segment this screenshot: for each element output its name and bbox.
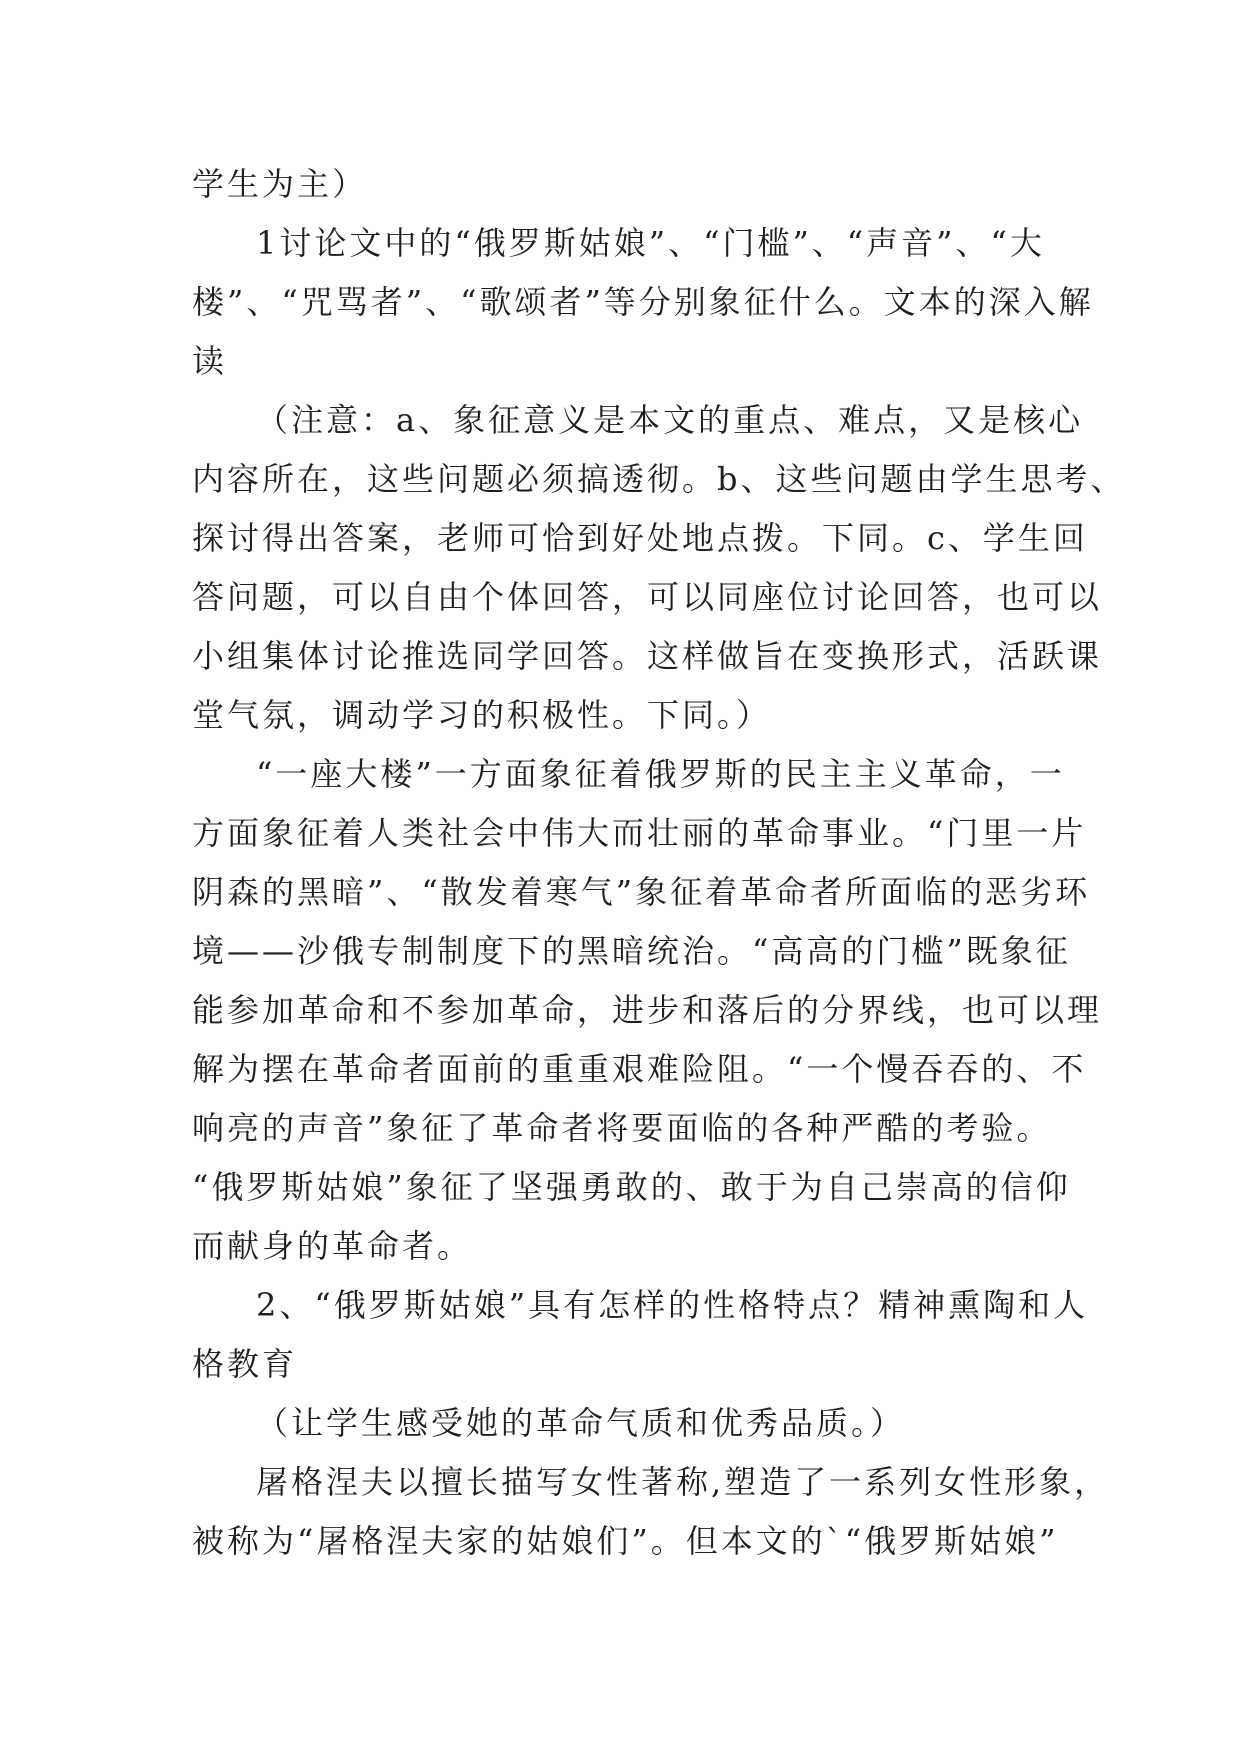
- text-line: 答问题，可以自由个体回答，可以同座位讨论回答，也可以: [192, 578, 1103, 616]
- text-line: 读: [192, 342, 228, 380]
- text-line: 学生为主）: [192, 165, 368, 203]
- text-line: 解为摆在革命者面前的重重艰难险阻。“一个慢吞吞的、不: [192, 1050, 1087, 1088]
- text-line: 小组集体讨论推选同学回答。这样做旨在变换形式，活跃课: [192, 637, 1103, 675]
- text-line: 而献身的革命者。: [192, 1227, 473, 1265]
- text-line: 格教育: [192, 1345, 298, 1383]
- text-line: 能参加革命和不参加革命，进步和落后的分界线，也可以理: [192, 991, 1103, 1029]
- text-line: 1讨论文中的“俄罗斯姑娘”、“门槛”、“声音”、“大: [256, 224, 1045, 262]
- text-line: 内容所在，这些问题必须搞透彻。b、这些问题由学生思考、: [192, 460, 1126, 498]
- text-line: “俄罗斯姑娘”象征了坚强勇敢的、敢于为自己崇高的信仰: [192, 1168, 1071, 1206]
- text-line: （让学生感受她的革命气质和优秀品质。）: [256, 1404, 906, 1442]
- text-line: 堂气氛，调动学习的积极性。下同。）: [192, 696, 772, 734]
- text-line: 探讨得出答案，老师可恰到好处地点拨。下同。c、学生回: [192, 519, 1088, 557]
- text-line: 境——沙俄专制制度下的黑暗统治。“高高的门槛”既象征: [192, 932, 1071, 970]
- text-line: 方面象征着人类社会中伟大而壮丽的革命事业。“门里一片: [192, 814, 1087, 852]
- text-line: 2、“俄罗斯姑娘”具有怎样的性格特点？精神熏陶和人: [256, 1286, 1089, 1324]
- text-line: 阴森的黑暗”、“散发着寒气”象征着革命者所面临的恶劣环: [192, 873, 1091, 911]
- text-line: 响亮的声音”象征了革命者将要面临的各种严酷的考验。: [192, 1109, 1052, 1147]
- text-line: 楼”、“咒骂者”、“歌颂者”等分别象征什么。文本的深入解: [192, 283, 1094, 321]
- text-line: （注意：a、象征意义是本文的重点、难点，又是核心: [256, 401, 1084, 439]
- text-line: 屠格涅夫以擅长描写女性著称,塑造了一系列女性形象，: [256, 1463, 1110, 1501]
- text-line: 被称为“屠格涅夫家的姑娘们”。但本文的`“俄罗斯姑娘”: [192, 1522, 1059, 1560]
- text-line: “一座大楼”一方面象征着俄罗斯的民主主义革命，一: [256, 755, 1065, 793]
